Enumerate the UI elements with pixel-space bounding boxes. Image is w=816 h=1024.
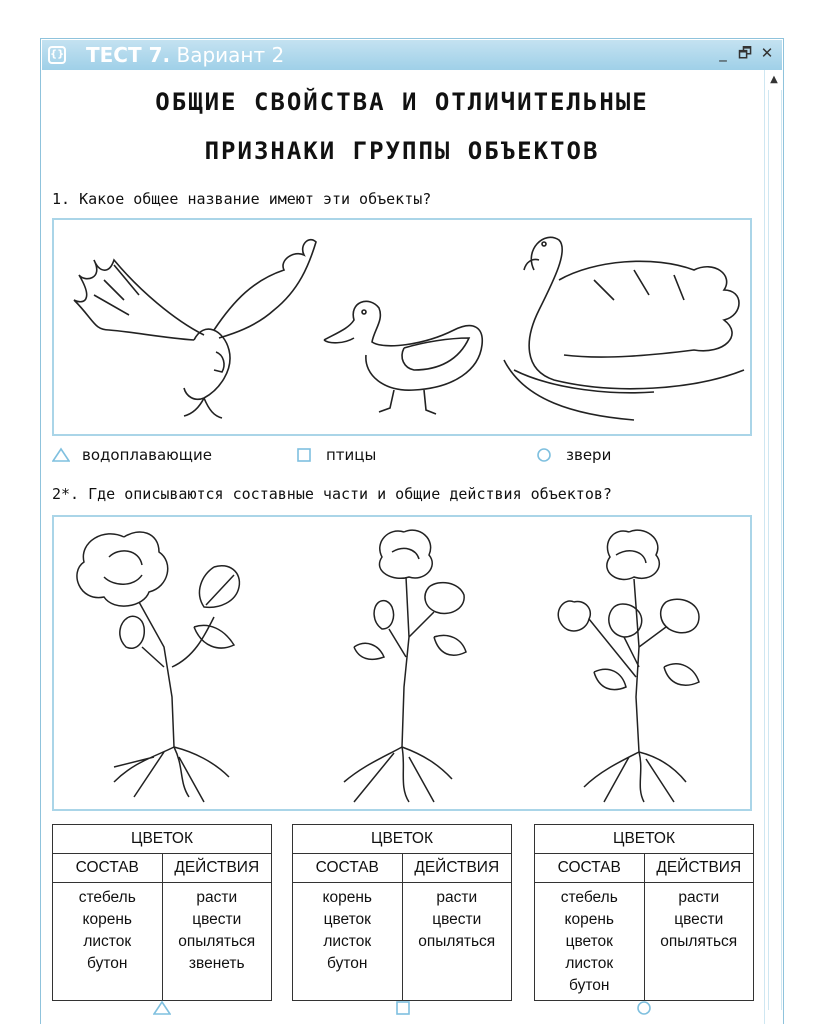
- option-birds-label: птицы: [326, 446, 377, 464]
- table-1-col-actions: ДЕЙСТВИЯ: [162, 854, 272, 883]
- scroll-up-arrow-icon[interactable]: ▲: [770, 74, 778, 85]
- page-title-line2: ПРИЗНАКИ ГРУППЫ ОБЪЕКТОВ: [204, 137, 600, 165]
- table-3-actions-list: [644, 883, 754, 1001]
- option-beasts-label: звери: [566, 446, 612, 464]
- list-item: стебель: [78, 889, 136, 906]
- triangle-marker-icon: [52, 447, 70, 463]
- list-item: цветок: [323, 911, 371, 928]
- question-1-text: 1. Какое общее название имеют эти объекты?: [52, 190, 432, 208]
- table-3-col-actions: ДЕЙСТВИЯ: [644, 854, 754, 883]
- table-3-circle-marker-icon[interactable]: [636, 1000, 654, 1016]
- list-item: расти: [678, 889, 720, 906]
- list-item: цвести: [192, 911, 242, 928]
- list-item: бутон: [87, 955, 128, 972]
- list-item: расти: [436, 889, 478, 906]
- window-title-bold: ТЕСТ 7.: [86, 43, 171, 67]
- duck-illustration: [324, 301, 482, 414]
- table-2-col-actions: ДЕЙСТВИЯ: [402, 854, 512, 883]
- table-3-col-composition: СОСТАВ: [535, 854, 645, 883]
- list-item: листок: [83, 933, 132, 950]
- list-item: цветок: [565, 933, 613, 950]
- table-1-triangle-marker-icon[interactable]: [153, 1000, 171, 1016]
- list-item: стебель: [560, 889, 618, 906]
- circle-marker-icon: [536, 447, 554, 463]
- table-1-composition-list: [53, 883, 163, 1001]
- table-1-actions-list: [162, 883, 272, 1001]
- question-2-text: 2*. Где описываются составные части и общие действия объектов?: [52, 485, 612, 503]
- window-title-rest: Вариант 2: [170, 43, 285, 67]
- list-item: листок: [323, 933, 372, 950]
- swan-illustration: [504, 237, 744, 420]
- table-2-square-marker-icon[interactable]: [395, 1000, 413, 1016]
- table-1-title: ЦВЕТОК: [53, 825, 272, 854]
- table-2-composition-list: [293, 883, 403, 1001]
- close-button[interactable]: ✕: [760, 44, 774, 62]
- app-logo-icon: {}: [48, 46, 66, 64]
- list-item: листок: [565, 955, 614, 972]
- rose-illustration-3: [558, 530, 699, 802]
- table-3-title: ЦВЕТОК: [535, 825, 754, 854]
- question-1-image-panel: [52, 218, 752, 436]
- question-2-image-panel: [52, 515, 752, 811]
- rose-illustration-1: [77, 532, 239, 802]
- table-2-title: ЦВЕТОК: [293, 825, 512, 854]
- eagle-illustration: [74, 240, 316, 418]
- vertical-scrollbar[interactable]: [764, 70, 783, 1024]
- title-bar: [42, 40, 782, 70]
- minimize-button[interactable]: _: [719, 44, 727, 62]
- flower-table-1: [52, 824, 272, 1001]
- table-1-col-composition: СОСТАВ: [53, 854, 163, 883]
- flower-table-3: [534, 824, 754, 1001]
- option-birds[interactable]: [296, 446, 376, 464]
- list-item: опыляться: [418, 933, 496, 950]
- list-item: бутон: [569, 977, 610, 994]
- option-waterfowl-label: водоплавающие: [82, 446, 212, 464]
- table-2-actions-list: [402, 883, 512, 1001]
- window-controls: [714, 43, 776, 63]
- table-3-composition-list: [535, 883, 645, 1001]
- list-item: цвести: [432, 911, 482, 928]
- window-title: [86, 43, 284, 67]
- square-marker-icon: [296, 447, 314, 463]
- list-item: корень: [564, 911, 614, 928]
- table-2-col-composition: СОСТАВ: [293, 854, 403, 883]
- option-beasts[interactable]: [536, 446, 611, 464]
- maximize-button[interactable]: 🗗: [737, 44, 753, 62]
- list-item: расти: [196, 889, 238, 906]
- list-item: звенеть: [188, 955, 245, 972]
- list-item: корень: [322, 889, 372, 906]
- rose-illustration-2: [344, 530, 466, 802]
- list-item: корень: [82, 911, 132, 928]
- list-item: бутон: [327, 955, 368, 972]
- list-item: опыляться: [178, 933, 256, 950]
- list-item: опыляться: [660, 933, 738, 950]
- option-waterfowl[interactable]: [52, 446, 212, 464]
- list-item: цвести: [674, 911, 724, 928]
- page-title-line1: ОБЩИЕ СВОЙСТВА И ОТЛИЧИТЕЛЬНЫЕ: [155, 88, 649, 116]
- scroll-track[interactable]: [768, 90, 782, 1010]
- flower-table-2: [292, 824, 512, 1001]
